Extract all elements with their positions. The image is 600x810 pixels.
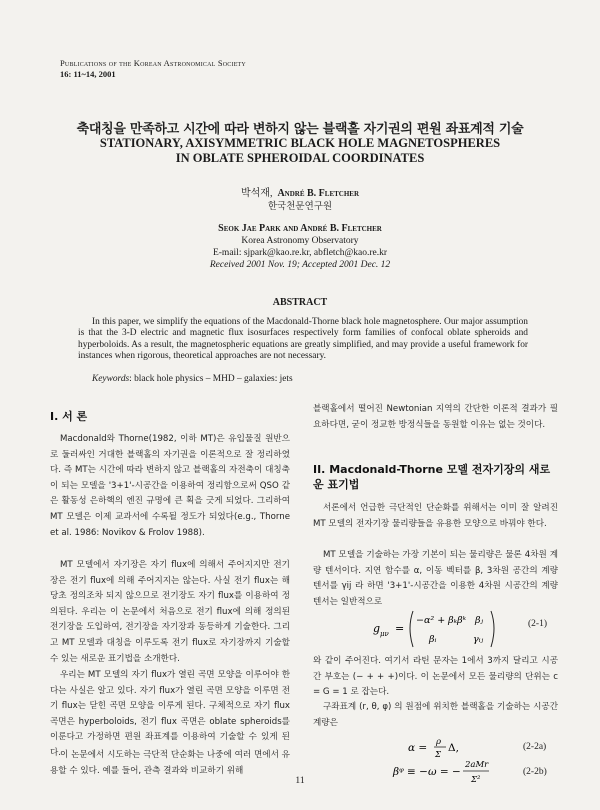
eq1-cell-10: βᵢ xyxy=(429,634,437,645)
journal-name: Publications of the Korean Astronomical Society xyxy=(60,58,246,68)
title-korean: 축대칭을 만족하고 시간에 따라 변하지 않는 블랙홀 자기권의 편원 좌표계적 기술 xyxy=(76,122,524,137)
abstract-heading: ABSTRACT xyxy=(272,297,328,308)
section1-para2: MT 모델에서 자기장은 자기 flux에 의해서 주어지지만 전기장은 전기 flux에 의해 주어지지는 않는다. 사실 전기 flux는 해당초 정의조차 되지 않으므로 전기장도 자기 flux를 이용하여 정의된다. 우리는 이 논문에서 처음으로 전기 flux에 의해 정의된 전기장을 도입하여, 전기장을 자기장과 동등하게 기술한다. 그리고 MT 모델과 대칭을 이루도록 전기 flux로 자기장까지 기술할 수 있는 새로운 표기법을 소개한다. xyxy=(50,560,290,664)
keywords-line xyxy=(92,374,293,384)
eq2a-lhs: α = xyxy=(408,742,428,754)
institution-english: Korea Astronomy Observatory xyxy=(241,236,359,246)
institution-korean: 한국천문연구원 xyxy=(267,201,333,212)
section1-heading: I. 서 론 xyxy=(50,410,88,423)
eq1-right-paren xyxy=(491,611,494,647)
journal-header xyxy=(60,58,246,80)
eq2b-denominator: Σ² xyxy=(471,775,481,785)
title-english xyxy=(0,136,600,166)
eq2a-delta: Δ, xyxy=(448,742,459,754)
eq1-lhs: g xyxy=(373,622,381,635)
authors-english: Seok Jae Park and André B. Fletcher xyxy=(218,223,382,234)
right-para3: 와 같이 주어진다. 여기서 라틴 문자는 1에서 3까지 달리고 시공간 부호는 (− + + +)이다. 이 논문에서 모든 물리량의 단위는 c = G = 1 로 잡는다. xyxy=(313,656,558,698)
section2-heading: II. Macdonald-Thorne 모델 전자기장의 새로운 표기법 xyxy=(313,463,551,491)
eq2a-den-sigma: Σ xyxy=(435,750,442,760)
eq2b-number: (2-2b) xyxy=(523,767,547,777)
eq2a-number: (2-2a) xyxy=(523,742,547,752)
author-coauthor: André B. Fletcher xyxy=(277,188,360,199)
eq2b-numerator: 2aMr xyxy=(465,760,489,770)
right-para4: 구좌표계 (r, θ, φ) 의 원점에 위치한 블랙홀을 기술하는 시공간 계량은 xyxy=(313,702,558,728)
received-line: Received 2001 Nov. 19; Accepted 2001 Dec. 12 xyxy=(209,260,391,270)
keywords-label: Keywords xyxy=(92,374,130,384)
eq1-subscript: μν xyxy=(380,630,389,638)
journal-volume: 16: 11~14, 2001 xyxy=(60,69,116,79)
email-line: E-mail: sjpark@kao.re.kr, abfletch@kao.re.kr xyxy=(212,248,388,258)
authors-korean xyxy=(0,184,600,199)
section1-para4: 이 논문에서 시도하는 극단적 단순화는 나중에 여러 면에서 유용할 수 있다. 예를 들어, 관측 결과와 비교하기 위해 xyxy=(50,750,290,776)
eq1-cell-01: βⱼ xyxy=(475,615,484,626)
eq2b-lhs: βᵠ ≡ −ω = − xyxy=(393,766,461,778)
eq2a-num-rho: ρ xyxy=(436,737,441,747)
right-para1: 서론에서 언급한 극단적인 단순화를 위해서는 이미 잘 알려진 MT 모델의 전자기장 물리량들을 유용한 모양으로 바꿔야 한다. xyxy=(313,503,558,529)
eq1-number: (2-1) xyxy=(528,619,547,629)
title-english-line1: STATIONARY, AXISYMMETRIC BLACK HOLE MAGNETOSPHERES xyxy=(99,136,501,150)
eq1-cell-00: −α² + βₖβᵏ xyxy=(416,615,467,626)
eq1-left-paren xyxy=(410,611,413,647)
section1-para1: Macdonald와 Thorne(1982, 이하 MT)은 유입물질 원반으로 둘러싸인 거대한 블랙홀의 자기권을 이론적으로 잘 정리하였다. 즉 MT는 시간에 따라 변하지 않고 블랙홀의 자전축이 대칭축이 되는 모델을 '3+1'-시공간을 이용하여 정리함으로써 QSO 같은 활동성 은하핵의 엔진 규명에 큰 획을 긋게 되었다. 그리하여 MT 모델은 이제 교과서에 수록될 정도가 되었다(e.g., Thorne et al. 1986: Novikov & Frolov 1988). xyxy=(50,434,290,538)
author-korean-name: 박석재, xyxy=(240,188,273,199)
title-english-line2: IN OBLATE SPHEROIDAL COORDINATES xyxy=(175,151,425,165)
eq1-cell-11: γᵢⱼ xyxy=(473,634,484,645)
page-number: 11 xyxy=(295,776,305,786)
right-para0: 블랙홀에서 떨어진 Newtonian 지역의 간단한 이론적 결과가 필요하다면, 굳이 정교한 방정식들을 동원할 이유는 없는 것이다. xyxy=(313,404,558,430)
keywords-list: : black hole physics – MHD – galaxies: jets xyxy=(129,374,293,384)
eq1-equals: = xyxy=(395,622,405,635)
section1-para3: 우리는 MT 모델의 자기 flux가 열린 곡면 모양을 이루어야 한다는 사실은 알고 있다. 자기 flux가 열린 곡면 모양을 이루면 전기 flux는 닫힌 곡면 모양을 이루게 된다. 구체적으로 자기 flux 곡면은 hyperboloids, 전기 flux 곡면은 oblate spheroids를 이룬다고 가정하면 편원 좌표계를 이용하여 기술할 수 있게 된다. xyxy=(50,670,290,758)
right-para2: MT 모델을 기술하는 가장 기본이 되는 물리량은 물론 4차원 계량 텐서이다. 지연 함수를 α, 이동 벡터를 β, 3차원 공간의 계량 텐서를 γij 라 하면 '3+1'-시공간을 이용한 4차원 시공간의 계량 텐서는 일반적으로 xyxy=(313,550,558,607)
abstract-text: In this paper, we simplify the equations of the Macdonald-Thorne black hole magnetosphere. Our major assumption is that the 3-D electric and magnetic flux isosurfaces respectively form families of confocal oblate spheroids and hyperboloids. As a result, the magnetospheric equations are greatly simplified, and may provide a useful framework for instances when rigorous, theoretical approaches are not necessary. xyxy=(78,317,528,362)
